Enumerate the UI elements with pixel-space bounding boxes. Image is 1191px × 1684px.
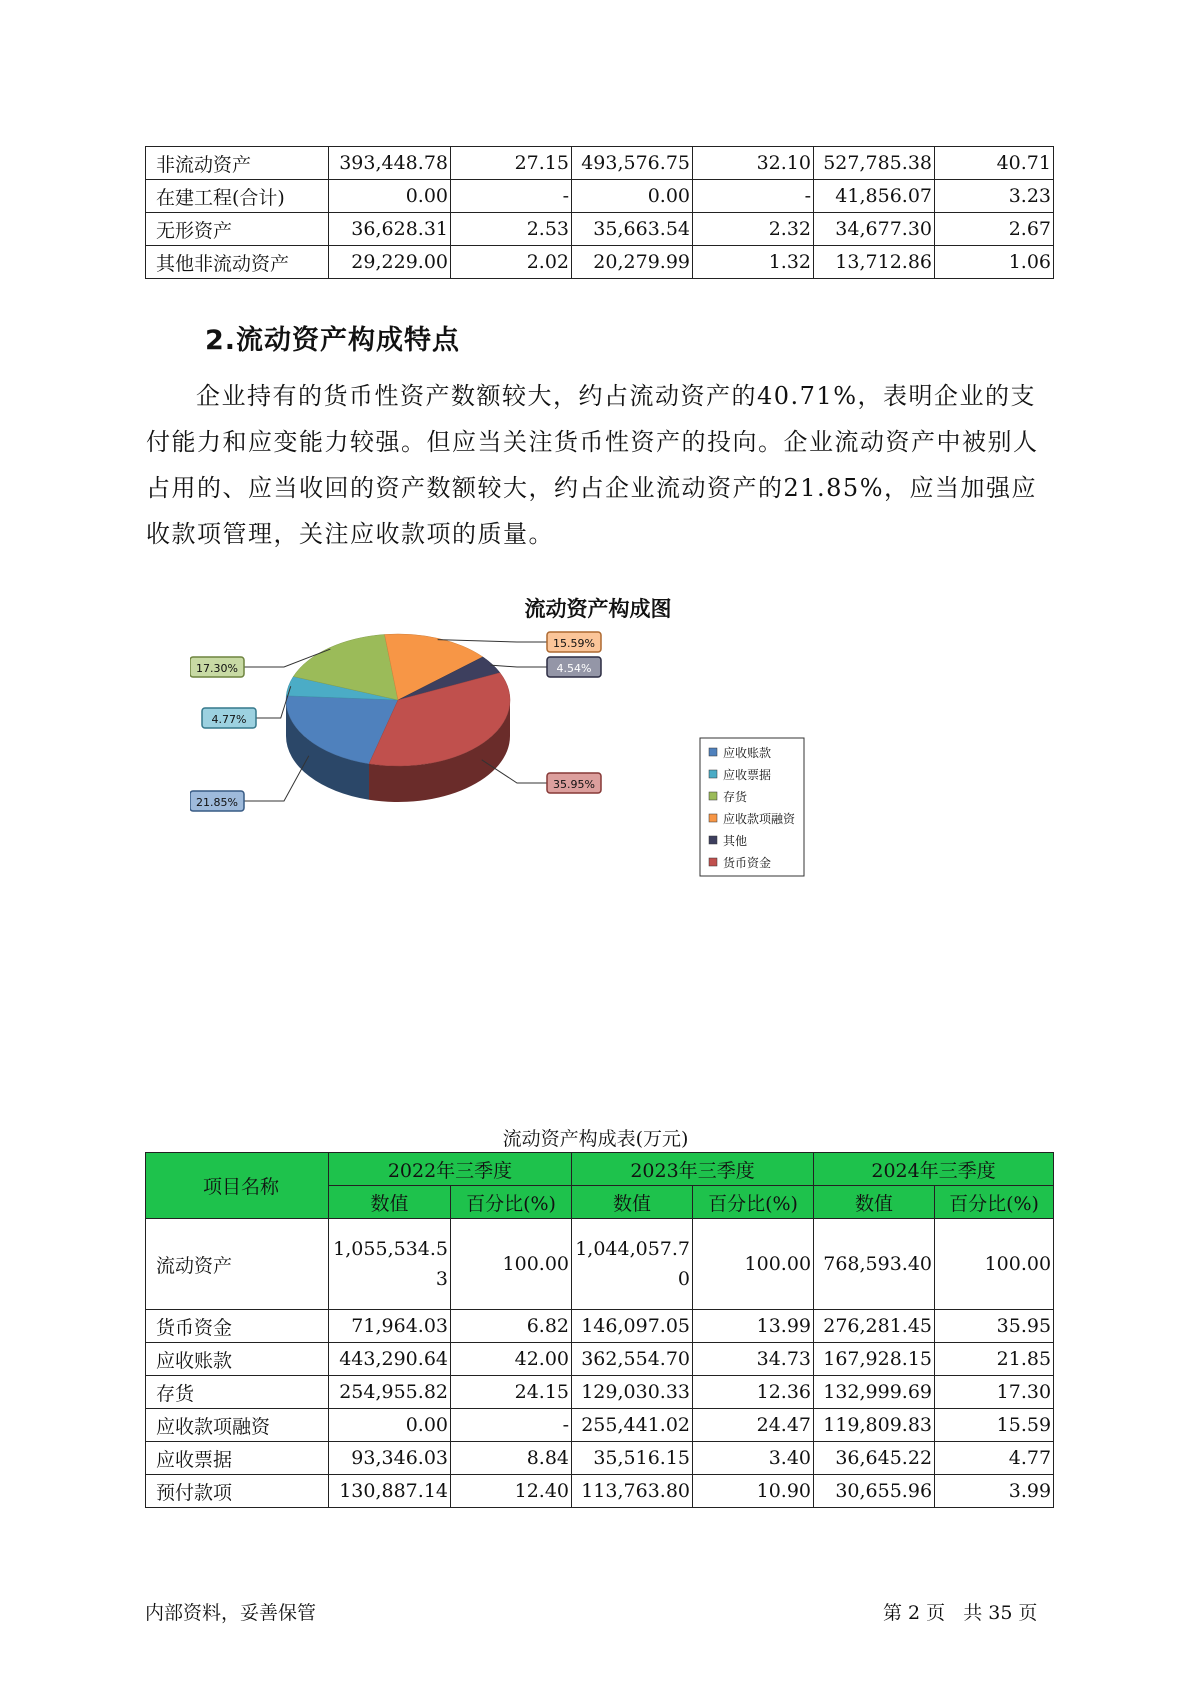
data-label: 35.95% bbox=[553, 778, 595, 791]
cell-percent: 12.40 bbox=[451, 1475, 572, 1508]
cell-value: 130,887.14 bbox=[329, 1475, 451, 1508]
cell-percent: 100.00 bbox=[451, 1219, 572, 1310]
table-row bbox=[146, 1310, 1054, 1343]
row-label: 应收票据 bbox=[146, 1442, 329, 1475]
table-row-total bbox=[146, 1219, 1054, 1310]
cell-value: 41,856.07 bbox=[814, 180, 935, 213]
cell-percent: 6.82 bbox=[451, 1310, 572, 1343]
callout-line bbox=[256, 686, 291, 718]
cell-value: 71,964.03 bbox=[329, 1310, 451, 1343]
legend-item: 应收账款 bbox=[723, 746, 772, 760]
cell-value: 0.00 bbox=[329, 1409, 451, 1442]
table-row bbox=[146, 180, 1054, 213]
cell-percent: 35.95 bbox=[935, 1310, 1054, 1343]
cell-percent: 24.47 bbox=[693, 1409, 814, 1442]
cell-value: 35,516.15 bbox=[572, 1442, 693, 1475]
legend-swatch bbox=[709, 858, 717, 866]
row-label: 预付款项 bbox=[146, 1475, 329, 1508]
non-current-assets-table bbox=[145, 146, 1054, 279]
cell-percent: - bbox=[451, 1409, 572, 1442]
cell-percent: 12.36 bbox=[693, 1376, 814, 1409]
legend-swatch bbox=[709, 836, 717, 844]
cell-percent: 13.99 bbox=[693, 1310, 814, 1343]
cell-value: 254,955.82 bbox=[329, 1376, 451, 1409]
row-label: 货币资金 bbox=[146, 1310, 329, 1343]
cell-percent: 1.32 bbox=[693, 246, 814, 279]
cell-value: 129,030.33 bbox=[572, 1376, 693, 1409]
header-year-2024: 2024年三季度 bbox=[814, 1153, 1054, 1186]
current-assets-table bbox=[145, 1152, 1054, 1508]
cell-percent: 3.23 bbox=[935, 180, 1054, 213]
header-value: 数值 bbox=[572, 1186, 693, 1219]
table-row bbox=[146, 213, 1054, 246]
cell-percent: 100.00 bbox=[935, 1219, 1054, 1310]
table-row bbox=[146, 246, 1054, 279]
table-row bbox=[146, 147, 1054, 180]
cell-percent: 2.53 bbox=[451, 213, 572, 246]
cell-percent: - bbox=[693, 180, 814, 213]
header-value: 数值 bbox=[814, 1186, 935, 1219]
table-row bbox=[146, 1376, 1054, 1409]
header-year-2023: 2023年三季度 bbox=[572, 1153, 814, 1186]
chart-title: 流动资产构成图 bbox=[524, 597, 672, 621]
cell-percent: 21.85 bbox=[935, 1343, 1054, 1376]
cell-percent: 24.15 bbox=[451, 1376, 572, 1409]
data-label: 4.54% bbox=[556, 662, 592, 675]
data-label: 15.59% bbox=[553, 637, 595, 650]
cell-value: 93,346.03 bbox=[329, 1442, 451, 1475]
cell-value: 146,097.05 bbox=[572, 1310, 693, 1343]
header-year-2022: 2022年三季度 bbox=[329, 1153, 572, 1186]
legend-item: 应收票据 bbox=[723, 768, 772, 782]
header-item-name: 项目名称 bbox=[146, 1153, 329, 1219]
legend-swatch bbox=[709, 770, 717, 778]
cell-percent: 3.40 bbox=[693, 1442, 814, 1475]
cell-percent: - bbox=[451, 180, 572, 213]
header-pct: 百分比(%) bbox=[451, 1186, 572, 1219]
cell-value: 0.00 bbox=[572, 180, 693, 213]
cell-value: 527,785.38 bbox=[814, 147, 935, 180]
cell-value: 393,448.78 bbox=[329, 147, 451, 180]
cell-percent: 40.71 bbox=[935, 147, 1054, 180]
section-paragraph: 企业持有的货币性资产数额较大，约占流动资产的40.71%，表明企业的支付能力和应变能力较强。但应当关注货币性资产的投向。企业流动资产中被别人占用的、应当收回的资产数额较大，约占企业流动资产的21.85%，应当加强应收款项管理，关注应收款项的质量。 bbox=[146, 382, 1039, 548]
footer-page-info: 第 2 页 共 35 页 bbox=[883, 1602, 1038, 1624]
table-row bbox=[146, 1475, 1054, 1508]
cell-value: 167,928.15 bbox=[814, 1343, 935, 1376]
cell-value: 35,663.54 bbox=[572, 213, 693, 246]
cell-percent: 10.90 bbox=[693, 1475, 814, 1508]
cell-percent: 2.67 bbox=[935, 213, 1054, 246]
data-label: 4.77% bbox=[211, 713, 247, 726]
cell-percent: 34.73 bbox=[693, 1343, 814, 1376]
cell-value: 362,554.70 bbox=[572, 1343, 693, 1376]
cell-value: 768,593.40 bbox=[814, 1219, 935, 1310]
cell-value: 113,763.80 bbox=[572, 1475, 693, 1508]
footer-confidential: 内部资料，妥善保管 bbox=[145, 1602, 317, 1624]
table-caption: 流动资产构成表(万元) bbox=[502, 1128, 689, 1150]
cell-percent: 15.59 bbox=[935, 1409, 1054, 1442]
cell-value: 34,677.30 bbox=[814, 213, 935, 246]
cell-value: 132,999.69 bbox=[814, 1376, 935, 1409]
current-assets-pie-chart bbox=[190, 590, 830, 900]
cell-percent: 4.77 bbox=[935, 1442, 1054, 1475]
row-label: 无形资产 bbox=[146, 213, 329, 246]
row-label: 非流动资产 bbox=[146, 147, 329, 180]
legend-swatch bbox=[709, 814, 717, 822]
header-pct: 百分比(%) bbox=[935, 1186, 1054, 1219]
pie-slices bbox=[286, 634, 510, 766]
legend-swatch bbox=[709, 748, 717, 756]
data-label: 17.30% bbox=[196, 662, 238, 675]
cell-value: 1,055,534.53 bbox=[329, 1219, 451, 1310]
cell-percent: 32.10 bbox=[693, 147, 814, 180]
row-label: 应收款项融资 bbox=[146, 1409, 329, 1442]
cell-value: 493,576.75 bbox=[572, 147, 693, 180]
cell-percent: 17.30 bbox=[935, 1376, 1054, 1409]
cell-percent: 2.02 bbox=[451, 246, 572, 279]
section-heading: 2.流动资产构成特点 bbox=[205, 325, 461, 356]
pie-legend bbox=[700, 738, 804, 876]
cell-value: 0.00 bbox=[329, 180, 451, 213]
row-label: 其他非流动资产 bbox=[146, 246, 329, 279]
legend-item: 应收款项融资 bbox=[723, 812, 796, 826]
cell-percent: 1.06 bbox=[935, 246, 1054, 279]
cell-value: 36,628.31 bbox=[329, 213, 451, 246]
cell-percent: 2.32 bbox=[693, 213, 814, 246]
cell-value: 20,279.99 bbox=[572, 246, 693, 279]
table-row bbox=[146, 1409, 1054, 1442]
cell-value: 13,712.86 bbox=[814, 246, 935, 279]
cell-value: 443,290.64 bbox=[329, 1343, 451, 1376]
legend-swatch bbox=[709, 792, 717, 800]
data-label: 21.85% bbox=[196, 796, 238, 809]
cell-percent: 3.99 bbox=[935, 1475, 1054, 1508]
header-value: 数值 bbox=[329, 1186, 451, 1219]
cell-value: 1,044,057.70 bbox=[572, 1219, 693, 1310]
cell-value: 36,645.22 bbox=[814, 1442, 935, 1475]
cell-percent: 27.15 bbox=[451, 147, 572, 180]
cell-value: 119,809.83 bbox=[814, 1409, 935, 1442]
cell-value: 255,441.02 bbox=[572, 1409, 693, 1442]
table-row bbox=[146, 1343, 1054, 1376]
header-pct: 百分比(%) bbox=[693, 1186, 814, 1219]
legend-item: 货币资金 bbox=[723, 856, 772, 870]
cell-value: 276,281.45 bbox=[814, 1310, 935, 1343]
callout-line bbox=[490, 665, 547, 667]
cell-value: 29,229.00 bbox=[329, 246, 451, 279]
row-label: 流动资产 bbox=[146, 1219, 329, 1310]
cell-percent: 42.00 bbox=[451, 1343, 572, 1376]
row-label: 应收账款 bbox=[146, 1343, 329, 1376]
cell-percent: 8.84 bbox=[451, 1442, 572, 1475]
table-row bbox=[146, 1442, 1054, 1475]
cell-value: 30,655.96 bbox=[814, 1475, 935, 1508]
cell-percent: 100.00 bbox=[693, 1219, 814, 1310]
legend-item: 其他 bbox=[723, 834, 748, 848]
row-label: 在建工程(合计) bbox=[146, 180, 329, 213]
callout-line bbox=[438, 640, 547, 642]
legend-item: 存货 bbox=[723, 790, 748, 804]
row-label: 存货 bbox=[146, 1376, 329, 1409]
